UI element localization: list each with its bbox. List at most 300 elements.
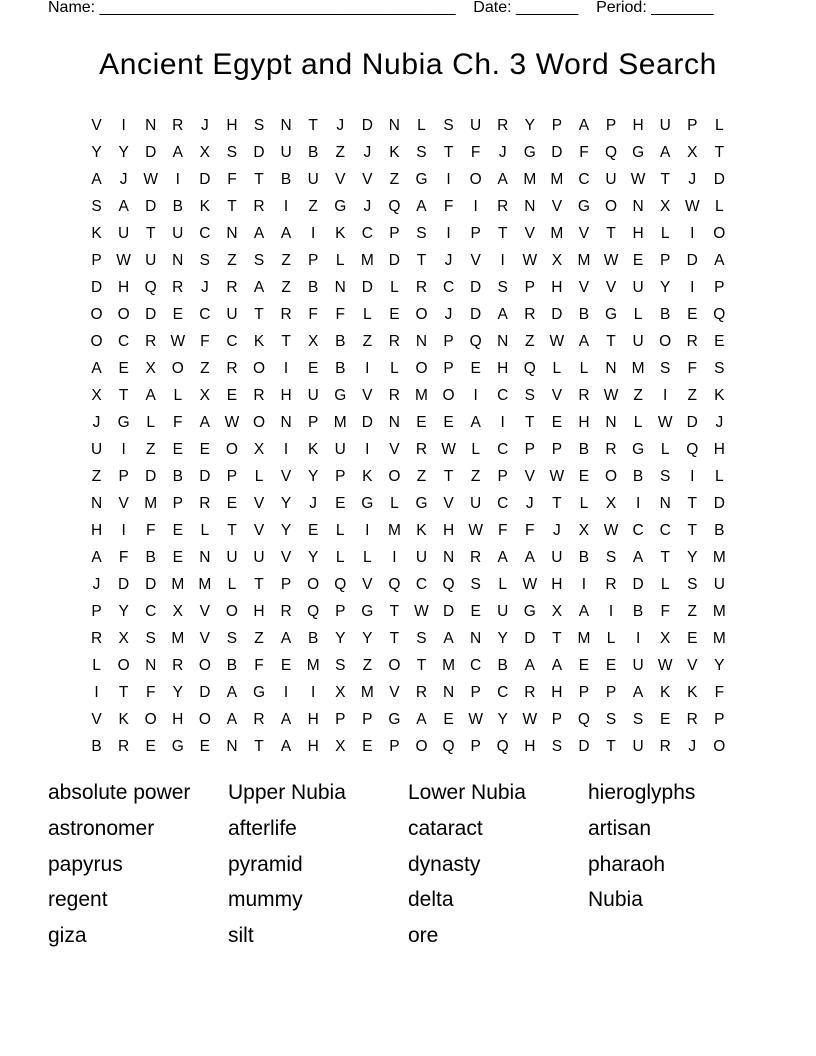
grid-letter[interactable]: C <box>199 305 211 323</box>
grid-letter[interactable]: W <box>224 413 240 431</box>
grid-letter[interactable]: P <box>470 224 481 242</box>
grid-letter[interactable]: F <box>443 197 454 215</box>
grid-letter[interactable]: I <box>500 251 505 269</box>
grid-letter[interactable]: Q <box>334 575 347 593</box>
grid-letter[interactable]: V <box>91 710 102 728</box>
grid-letter[interactable]: A <box>145 386 156 404</box>
grid-letter[interactable]: H <box>551 683 563 701</box>
grid-letter[interactable]: X <box>253 440 265 458</box>
grid-letter[interactable]: O <box>604 467 618 485</box>
grid-letter[interactable]: P <box>551 710 563 728</box>
grid-letter[interactable]: A <box>280 710 292 728</box>
grid-letter[interactable]: D <box>199 467 211 485</box>
grid-letter[interactable]: Y <box>307 548 319 566</box>
grid-letter[interactable]: N <box>605 359 617 377</box>
grid-letter[interactable]: I <box>500 413 505 431</box>
grid-letter[interactable]: N <box>497 332 509 350</box>
grid-letter[interactable]: T <box>118 683 129 701</box>
grid-letter[interactable]: M <box>171 575 185 593</box>
grid-letter[interactable]: I <box>608 602 614 620</box>
grid-letter[interactable]: K <box>253 332 265 350</box>
grid-letter[interactable]: B <box>497 656 508 674</box>
grid-letter[interactable]: I <box>690 467 695 485</box>
grid-letter[interactable]: L <box>92 656 101 674</box>
grid-letter[interactable]: E <box>280 656 292 674</box>
grid-letter[interactable]: A <box>253 278 265 296</box>
grid-letter[interactable]: T <box>389 602 400 620</box>
grid-letter[interactable]: U <box>307 170 319 188</box>
grid-letter[interactable]: B <box>172 467 183 485</box>
grid-letter[interactable]: S <box>605 548 617 566</box>
grid-letter[interactable]: V <box>524 467 535 485</box>
grid-letter[interactable]: R <box>90 629 103 647</box>
grid-letter[interactable]: F <box>173 413 183 431</box>
grid-letter[interactable]: B <box>632 602 644 620</box>
grid-letter[interactable]: E <box>172 548 183 566</box>
grid-letter[interactable]: M <box>306 656 320 674</box>
grid-letter[interactable]: P <box>551 440 563 458</box>
grid-letter[interactable]: R <box>605 575 617 593</box>
grid-letter[interactable]: X <box>91 386 102 404</box>
grid-letter[interactable]: C <box>470 656 482 674</box>
grid-letter[interactable]: L <box>715 467 724 485</box>
grid-letter[interactable]: H <box>118 278 130 296</box>
grid-letter[interactable]: D <box>361 413 373 431</box>
grid-letter[interactable]: A <box>416 197 427 215</box>
grid-letter[interactable]: Z <box>281 251 291 269</box>
grid-letter[interactable]: J <box>309 494 318 512</box>
grid-letter[interactable]: O <box>415 305 428 323</box>
grid-letter[interactable]: I <box>365 359 370 377</box>
grid-letter[interactable]: A <box>632 548 644 566</box>
grid-letter[interactable]: F <box>714 683 725 701</box>
grid-letter[interactable]: Z <box>281 278 291 296</box>
grid-letter[interactable]: W <box>143 170 159 188</box>
grid-letter[interactable]: W <box>549 332 565 350</box>
grid-letter[interactable]: Q <box>604 143 618 161</box>
grid-letter[interactable]: J <box>688 737 697 755</box>
grid-letter[interactable]: T <box>308 116 318 134</box>
grid-letter[interactable]: K <box>335 224 346 242</box>
grid-letter[interactable]: E <box>118 359 129 377</box>
grid-letter[interactable]: E <box>335 494 346 512</box>
grid-letter[interactable]: I <box>446 170 451 188</box>
grid-letter[interactable]: O <box>225 602 238 620</box>
grid-letter[interactable]: S <box>91 197 102 215</box>
grid-letter[interactable]: O <box>604 197 618 215</box>
grid-letter[interactable]: J <box>525 494 534 512</box>
grid-letter[interactable]: F <box>118 548 129 566</box>
grid-letter[interactable]: Y <box>362 629 373 647</box>
grid-letter[interactable]: X <box>687 143 698 161</box>
grid-letter[interactable]: M <box>712 602 726 620</box>
grid-letter[interactable]: T <box>525 413 535 431</box>
grid-letter[interactable]: T <box>552 629 562 647</box>
grid-letter[interactable]: X <box>335 683 346 701</box>
grid-letter[interactable]: D <box>713 170 725 188</box>
grid-letter[interactable]: L <box>390 494 399 512</box>
grid-letter[interactable]: E <box>226 386 238 404</box>
grid-letter[interactable]: I <box>392 548 397 566</box>
grid-letter[interactable]: L <box>660 575 670 593</box>
grid-letter[interactable]: W <box>116 251 131 269</box>
grid-letter[interactable]: Y <box>497 629 508 647</box>
grid-letter[interactable]: R <box>524 305 536 323</box>
grid-letter[interactable]: X <box>172 602 183 620</box>
grid-letter[interactable]: I <box>283 197 289 215</box>
grid-letter[interactable]: E <box>470 359 481 377</box>
grid-letter[interactable]: L <box>633 413 643 431</box>
grid-letter[interactable]: A <box>199 413 211 431</box>
grid-letter[interactable]: N <box>524 197 536 215</box>
grid-letter[interactable]: P <box>172 494 183 512</box>
grid-letter[interactable]: O <box>713 737 726 755</box>
grid-letter[interactable]: L <box>579 494 589 512</box>
grid-letter[interactable]: U <box>172 224 184 242</box>
grid-letter[interactable]: N <box>388 413 400 431</box>
grid-letter[interactable]: C <box>497 494 509 512</box>
grid-letter[interactable]: W <box>414 602 429 620</box>
grid-letter[interactable]: Z <box>633 386 643 404</box>
grid-letter[interactable]: J <box>92 413 101 431</box>
grid-letter[interactable]: V <box>687 656 698 674</box>
grid-letter[interactable]: G <box>415 494 428 512</box>
grid-letter[interactable]: L <box>363 548 372 566</box>
grid-letter[interactable]: K <box>91 224 102 242</box>
grid-letter[interactable]: U <box>659 116 671 134</box>
grid-letter[interactable]: S <box>524 386 535 404</box>
grid-letter[interactable]: V <box>389 683 400 701</box>
grid-letter[interactable]: B <box>307 278 319 296</box>
grid-letter[interactable]: V <box>253 494 265 512</box>
grid-letter[interactable]: H <box>578 413 590 431</box>
grid-letter[interactable]: A <box>253 224 265 242</box>
grid-letter[interactable]: W <box>522 710 538 728</box>
grid-letter[interactable]: P <box>91 251 102 269</box>
grid-letter[interactable]: V <box>253 521 265 539</box>
grid-letter[interactable]: F <box>335 305 345 323</box>
grid-letter[interactable]: U <box>632 278 644 296</box>
grid-letter[interactable]: N <box>605 413 617 431</box>
grid-letter[interactable]: E <box>470 602 481 620</box>
grid-letter[interactable]: V <box>389 440 400 458</box>
grid-letter[interactable]: I <box>311 224 316 242</box>
grid-letter[interactable]: I <box>365 440 370 458</box>
grid-letter[interactable]: E <box>416 413 427 431</box>
grid-letter[interactable]: E <box>687 629 698 647</box>
grid-letter[interactable]: J <box>200 116 209 134</box>
grid-letter[interactable]: T <box>660 548 670 566</box>
grid-letter[interactable]: B <box>714 521 725 539</box>
grid-letter[interactable]: H <box>307 737 319 755</box>
grid-letter[interactable]: V <box>280 467 292 485</box>
grid-letter[interactable]: C <box>226 332 238 350</box>
grid-letter[interactable]: S <box>605 710 617 728</box>
grid-letter[interactable]: V <box>91 116 102 134</box>
grid-letter[interactable]: F <box>660 602 670 620</box>
grid-letter[interactable]: D <box>632 575 644 593</box>
grid-letter[interactable]: P <box>362 710 373 728</box>
grid-letter[interactable]: V <box>362 386 373 404</box>
grid-letter[interactable]: V <box>443 494 454 512</box>
grid-letter[interactable]: P <box>605 683 617 701</box>
grid-letter[interactable]: M <box>550 224 564 242</box>
grid-letter[interactable]: K <box>416 521 427 539</box>
grid-letter[interactable]: T <box>118 386 129 404</box>
grid-letter[interactable]: R <box>172 656 184 674</box>
grid-letter[interactable]: S <box>226 629 238 647</box>
grid-letter[interactable]: W <box>468 710 483 728</box>
grid-letter[interactable]: U <box>226 548 238 566</box>
name-field[interactable]: Name: ________________________________________ <box>48 0 456 16</box>
grid-letter[interactable]: I <box>311 683 316 701</box>
grid-letter[interactable]: P <box>307 251 319 269</box>
grid-letter[interactable]: A <box>443 629 454 647</box>
grid-letter[interactable]: B <box>307 143 319 161</box>
grid-letter[interactable]: U <box>551 548 563 566</box>
grid-letter[interactable]: Y <box>91 143 102 161</box>
grid-letter[interactable]: A <box>524 548 535 566</box>
grid-letter[interactable]: L <box>417 116 426 134</box>
grid-letter[interactable]: W <box>630 170 646 188</box>
grid-letter[interactable]: R <box>388 386 400 404</box>
grid-letter[interactable]: I <box>581 575 587 593</box>
grid-letter[interactable]: G <box>361 494 374 512</box>
grid-letter[interactable]: E <box>145 737 156 755</box>
grid-letter[interactable]: V <box>199 602 211 620</box>
grid-letter[interactable]: W <box>441 440 456 458</box>
grid-letter[interactable]: D <box>470 305 482 323</box>
grid-letter[interactable]: U <box>605 170 617 188</box>
grid-letter[interactable]: N <box>470 629 482 647</box>
grid-letter[interactable]: T <box>606 737 616 755</box>
grid-letter[interactable]: I <box>283 359 289 377</box>
grid-letter[interactable]: W <box>549 467 565 485</box>
grid-letter[interactable]: P <box>714 710 725 728</box>
grid-letter[interactable]: H <box>253 602 265 620</box>
grid-letter[interactable]: I <box>94 683 99 701</box>
grid-letter[interactable]: Z <box>362 656 373 674</box>
grid-letter[interactable]: A <box>578 332 590 350</box>
grid-letter[interactable]: V <box>199 629 211 647</box>
grid-letter[interactable]: M <box>577 629 591 647</box>
grid-letter[interactable]: K <box>714 386 725 404</box>
grid-letter[interactable]: R <box>199 494 211 512</box>
grid-letter[interactable]: L <box>173 386 183 404</box>
grid-letter[interactable]: C <box>118 332 130 350</box>
grid-letter[interactable]: E <box>199 440 211 458</box>
grid-letter[interactable]: S <box>497 278 508 296</box>
grid-letter[interactable]: M <box>387 521 401 539</box>
grid-letter[interactable]: D <box>551 305 563 323</box>
grid-letter[interactable]: V <box>362 170 373 188</box>
grid-letter[interactable]: C <box>199 224 211 242</box>
grid-letter[interactable]: F <box>525 521 535 539</box>
grid-letter[interactable]: J <box>336 116 345 134</box>
grid-letter[interactable]: Z <box>525 332 535 350</box>
grid-letter[interactable]: C <box>145 602 157 620</box>
grid-letter[interactable]: T <box>687 494 697 512</box>
grid-letter[interactable]: U <box>470 116 482 134</box>
grid-letter[interactable]: S <box>443 116 454 134</box>
grid-letter[interactable]: V <box>470 251 481 269</box>
grid-letter[interactable]: T <box>714 143 725 161</box>
grid-letter[interactable]: P <box>280 575 292 593</box>
grid-letter[interactable]: O <box>307 575 320 593</box>
grid-letter[interactable]: L <box>498 575 508 593</box>
grid-letter[interactable]: M <box>712 548 726 566</box>
grid-letter[interactable]: L <box>390 359 399 377</box>
grid-letter[interactable]: K <box>118 710 129 728</box>
grid-letter[interactable]: G <box>604 305 618 323</box>
grid-letter[interactable]: H <box>713 440 725 458</box>
grid-letter[interactable]: O <box>415 737 428 755</box>
grid-letter[interactable]: Z <box>308 197 318 215</box>
grid-letter[interactable]: S <box>226 143 238 161</box>
grid-letter[interactable]: H <box>551 575 563 593</box>
grid-letter[interactable]: G <box>415 170 428 188</box>
grid-letter[interactable]: I <box>175 170 180 188</box>
grid-letter[interactable]: Y <box>118 143 129 161</box>
grid-letter[interactable]: O <box>659 332 672 350</box>
grid-letter[interactable]: X <box>199 386 211 404</box>
grid-letter[interactable]: W <box>603 386 619 404</box>
grid-letter[interactable]: C <box>361 224 373 242</box>
grid-letter[interactable]: U <box>253 548 265 566</box>
grid-letter[interactable]: S <box>470 575 481 593</box>
grid-letter[interactable]: T <box>227 197 237 215</box>
grid-letter[interactable]: N <box>334 278 346 296</box>
grid-letter[interactable]: G <box>252 683 266 701</box>
grid-letter[interactable]: T <box>254 305 264 323</box>
grid-letter[interactable]: E <box>578 656 590 674</box>
grid-letter[interactable]: T <box>443 143 454 161</box>
grid-letter[interactable]: R <box>253 710 265 728</box>
grid-letter[interactable]: O <box>117 656 130 674</box>
grid-letter[interactable]: P <box>470 683 481 701</box>
grid-letter[interactable]: L <box>335 548 345 566</box>
grid-letter[interactable]: S <box>335 656 346 674</box>
grid-letter[interactable]: I <box>473 386 478 404</box>
grid-letter[interactable]: Q <box>388 197 401 215</box>
grid-letter[interactable]: R <box>605 440 617 458</box>
grid-letter[interactable]: F <box>254 656 264 674</box>
grid-letter[interactable]: W <box>603 251 619 269</box>
grid-letter[interactable]: D <box>686 413 698 431</box>
grid-letter[interactable]: D <box>90 278 103 296</box>
grid-letter[interactable]: T <box>606 332 616 350</box>
grid-letter[interactable]: P <box>524 440 535 458</box>
grid-letter[interactable]: X <box>118 629 129 647</box>
grid-letter[interactable]: A <box>578 602 590 620</box>
grid-letter[interactable]: E <box>660 710 671 728</box>
grid-letter[interactable]: Q <box>144 278 157 296</box>
grid-letter[interactable]: S <box>253 116 265 134</box>
grid-letter[interactable]: B <box>307 629 319 647</box>
grid-letter[interactable]: M <box>360 251 374 269</box>
grid-letter[interactable]: R <box>497 116 509 134</box>
grid-letter[interactable]: H <box>280 386 292 404</box>
grid-letter[interactable]: Q <box>496 737 509 755</box>
grid-letter[interactable]: L <box>660 224 670 242</box>
grid-letter[interactable]: R <box>470 548 482 566</box>
grid-letter[interactable]: H <box>632 224 644 242</box>
grid-letter[interactable]: A <box>578 116 590 134</box>
grid-letter[interactable]: E <box>199 737 211 755</box>
grid-letter[interactable]: P <box>335 467 346 485</box>
grid-letter[interactable]: E <box>307 359 319 377</box>
grid-letter[interactable]: A <box>280 224 292 242</box>
grid-letter[interactable]: R <box>226 278 238 296</box>
grid-letter[interactable]: V <box>362 575 373 593</box>
grid-letter[interactable]: T <box>281 332 291 350</box>
grid-letter[interactable]: U <box>334 440 346 458</box>
grid-letter[interactable]: T <box>254 575 264 593</box>
grid-letter[interactable]: U <box>632 656 644 674</box>
grid-letter[interactable]: R <box>686 710 698 728</box>
grid-letter[interactable]: V <box>118 494 129 512</box>
grid-letter[interactable]: L <box>715 116 724 134</box>
grid-letter[interactable]: P <box>91 602 102 620</box>
grid-letter[interactable]: G <box>523 602 536 620</box>
grid-letter[interactable]: N <box>415 332 428 350</box>
grid-letter[interactable]: C <box>497 440 509 458</box>
grid-letter[interactable]: R <box>118 737 130 755</box>
grid-letter[interactable]: U <box>90 440 103 458</box>
grid-letter[interactable]: C <box>578 170 590 188</box>
grid-letter[interactable]: F <box>145 683 156 701</box>
grid-letter[interactable]: H <box>442 521 455 539</box>
grid-letter[interactable]: Z <box>227 251 237 269</box>
grid-letter[interactable]: G <box>117 413 130 431</box>
grid-letter[interactable]: C <box>442 278 455 296</box>
grid-letter[interactable]: A <box>497 305 508 323</box>
grid-letter[interactable]: A <box>226 710 238 728</box>
grid-letter[interactable]: T <box>552 494 562 512</box>
grid-letter[interactable]: R <box>497 197 509 215</box>
grid-letter[interactable]: U <box>713 575 725 593</box>
grid-letter[interactable]: T <box>416 656 427 674</box>
grid-letter[interactable]: I <box>121 521 126 539</box>
grid-letter[interactable]: R <box>415 278 428 296</box>
grid-letter[interactable]: I <box>690 278 695 296</box>
grid-letter[interactable]: U <box>307 386 319 404</box>
grid-letter[interactable]: P <box>497 467 508 485</box>
grid-letter[interactable]: C <box>415 575 428 593</box>
grid-letter[interactable]: U <box>226 305 238 323</box>
grid-letter[interactable]: I <box>446 224 451 242</box>
grid-letter[interactable]: P <box>687 116 698 134</box>
grid-letter[interactable]: M <box>523 170 537 188</box>
grid-letter[interactable]: W <box>170 332 186 350</box>
grid-letter[interactable]: N <box>226 224 238 242</box>
grid-letter[interactable]: X <box>660 197 671 215</box>
grid-letter[interactable]: F <box>145 521 156 539</box>
grid-letter[interactable]: Z <box>416 467 427 485</box>
grid-letter[interactable]: P <box>551 116 563 134</box>
grid-letter[interactable]: G <box>632 440 645 458</box>
grid-letter[interactable]: D <box>551 143 563 161</box>
grid-letter[interactable]: R <box>226 359 238 377</box>
grid-letter[interactable]: S <box>253 251 265 269</box>
grid-letter[interactable]: Y <box>524 116 535 134</box>
grid-letter[interactable]: X <box>578 521 590 539</box>
grid-letter[interactable]: E <box>172 440 183 458</box>
grid-letter[interactable]: N <box>388 116 400 134</box>
grid-letter[interactable]: M <box>442 656 456 674</box>
grid-letter[interactable]: J <box>444 305 453 323</box>
grid-letter[interactable]: M <box>144 494 158 512</box>
